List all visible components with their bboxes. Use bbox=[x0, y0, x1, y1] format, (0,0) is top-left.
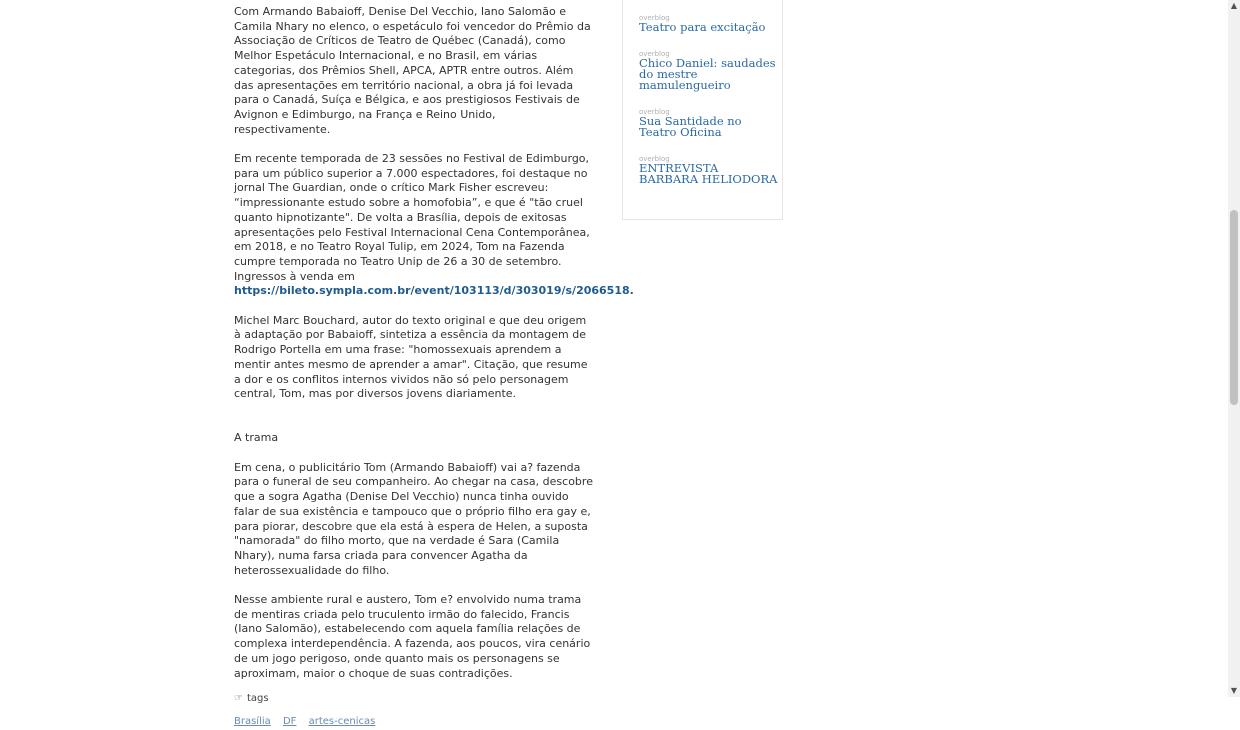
section-heading: A trama bbox=[234, 431, 279, 445]
post-source: overblog bbox=[639, 50, 670, 58]
arrow-up-icon[interactable]: ▲ bbox=[1230, 1, 1238, 10]
post-source: overblog bbox=[639, 14, 670, 22]
related-post-title[interactable]: Chico Daniel: saudades do mestre mamulengueiro bbox=[639, 56, 776, 92]
vertical-scrollbar[interactable] bbox=[1228, 0, 1240, 697]
tag-link-artes-cenicas[interactable]: artes-cenicas bbox=[308, 715, 376, 727]
tag-list bbox=[234, 715, 594, 730]
tag-link-df[interactable]: DF bbox=[282, 715, 297, 727]
related-post-item[interactable] bbox=[639, 50, 779, 91]
article-paragraph: Nesse ambiente rural e austero, Tom e? envolvido numa trama de mentiras criada pelo truculento irmão do falecido, Francis (Iano Salomão), estabelecendo com aquela família relações de complexa interdependência. A fazenda, aos poucos, vira cenário de um jogo perigoso, onde quanto mais os personagens se aproximam, maior o choque de suas contradições. bbox=[234, 593, 591, 680]
ticket-link[interactable]: https://bileto.sympla.com.br/event/103113/d/303019/s/2066518. bbox=[234, 284, 634, 298]
article-paragraph bbox=[234, 152, 634, 299]
arrow-down-icon[interactable]: ▼ bbox=[1230, 686, 1238, 695]
article-paragraph-text: Em recente temporada de 23 sessões no Festival de Edimburgo, para um público superior a 7.000 espectadores, foi destaque no jornal The Guardian, onde o crítico Mark Fisher escreveu: “impressionante estudo sobre a homofobia”, e que é "tão cruel quanto hipnotizante". De volta a Brasília, depois de exitosas apresentações pelo Festival Internacional Cena Contemporânea, em 2018, e no Teatro Royal Tulip, em 2024, Tom na Fazenda cumpre temporada no Teatro Unip de 26 a 30 de setembro. Ingressos à venda em bbox=[234, 152, 590, 283]
tags-header bbox=[234, 692, 594, 707]
article-paragraph: Michel Marc Bouchard, autor do texto original e que deu origem à adaptação por Babaioff, sintetiza a essência da montagem de Rodrigo Portella em uma frase: "homossexuais aprendem a mentir antes mesmo de aprender a amar". Citação, que resume a dor e os conflitos internos vividos não só pelo personagem central, Tom, mas por diversos jovens diariamente. bbox=[234, 313, 588, 401]
related-post-item[interactable] bbox=[639, 108, 779, 138]
article-paragraph: Em cena, o publicitário Tom (Armando Babaioff) vai a? fazenda para o funeral de seu companheiro. Ao chegar na casa, descobre que a sogra Agatha (Denise Del Vecchio) nunca tinha ouvido falar de sua existência e tampouco que o próprio filho era gay e, para piorar, descobre que ela está à espera de Helen, a suposta "namorada" do filho morto, que na verdade é Sara (Camila Nhary), numa farsa criada para convencer Agatha da heterossexualidade do filho. bbox=[234, 460, 593, 577]
related-post-item[interactable] bbox=[639, 155, 779, 185]
article-paragraph: Com Armando Babaioff, Denise Del Vecchio, Iano Salomão e Camila Nhary no elenco, o espetáculo foi vencedor do Prêmio da Associação de Críticos de Teatro de Québec (Canadá), como Melhor Espetáculo Internacional, e no Brasil, em várias categorias, dos Prêmios Shell, APCA, APTR entre outros. Além das apresentações em território nacional, a obra já foi levada para o Canadá, Suíça e Bélgica, e aos prestigiosos Festivais de Avignon e Edimburgo, na França e Reino Unido, respectivamente. bbox=[234, 5, 591, 136]
tags-label: tags bbox=[246, 693, 269, 705]
tag-icon: ☞ bbox=[234, 693, 243, 705]
article-body bbox=[234, 5, 634, 730]
related-post-title[interactable]: Teatro para excitação bbox=[639, 20, 766, 34]
tag-link-brasilia[interactable]: Brasília bbox=[234, 715, 271, 727]
post-source: overblog bbox=[639, 155, 670, 163]
scrollbar-thumb[interactable] bbox=[1230, 210, 1238, 405]
related-post-title[interactable]: Sua Santidade no Teatro Oficina bbox=[639, 114, 742, 139]
related-post-item[interactable] bbox=[639, 14, 779, 33]
related-posts-sidebar bbox=[622, 0, 783, 220]
related-post-title[interactable]: ENTREVISTA BARBARA HELIODORA bbox=[639, 161, 778, 186]
post-source: overblog bbox=[639, 108, 670, 116]
